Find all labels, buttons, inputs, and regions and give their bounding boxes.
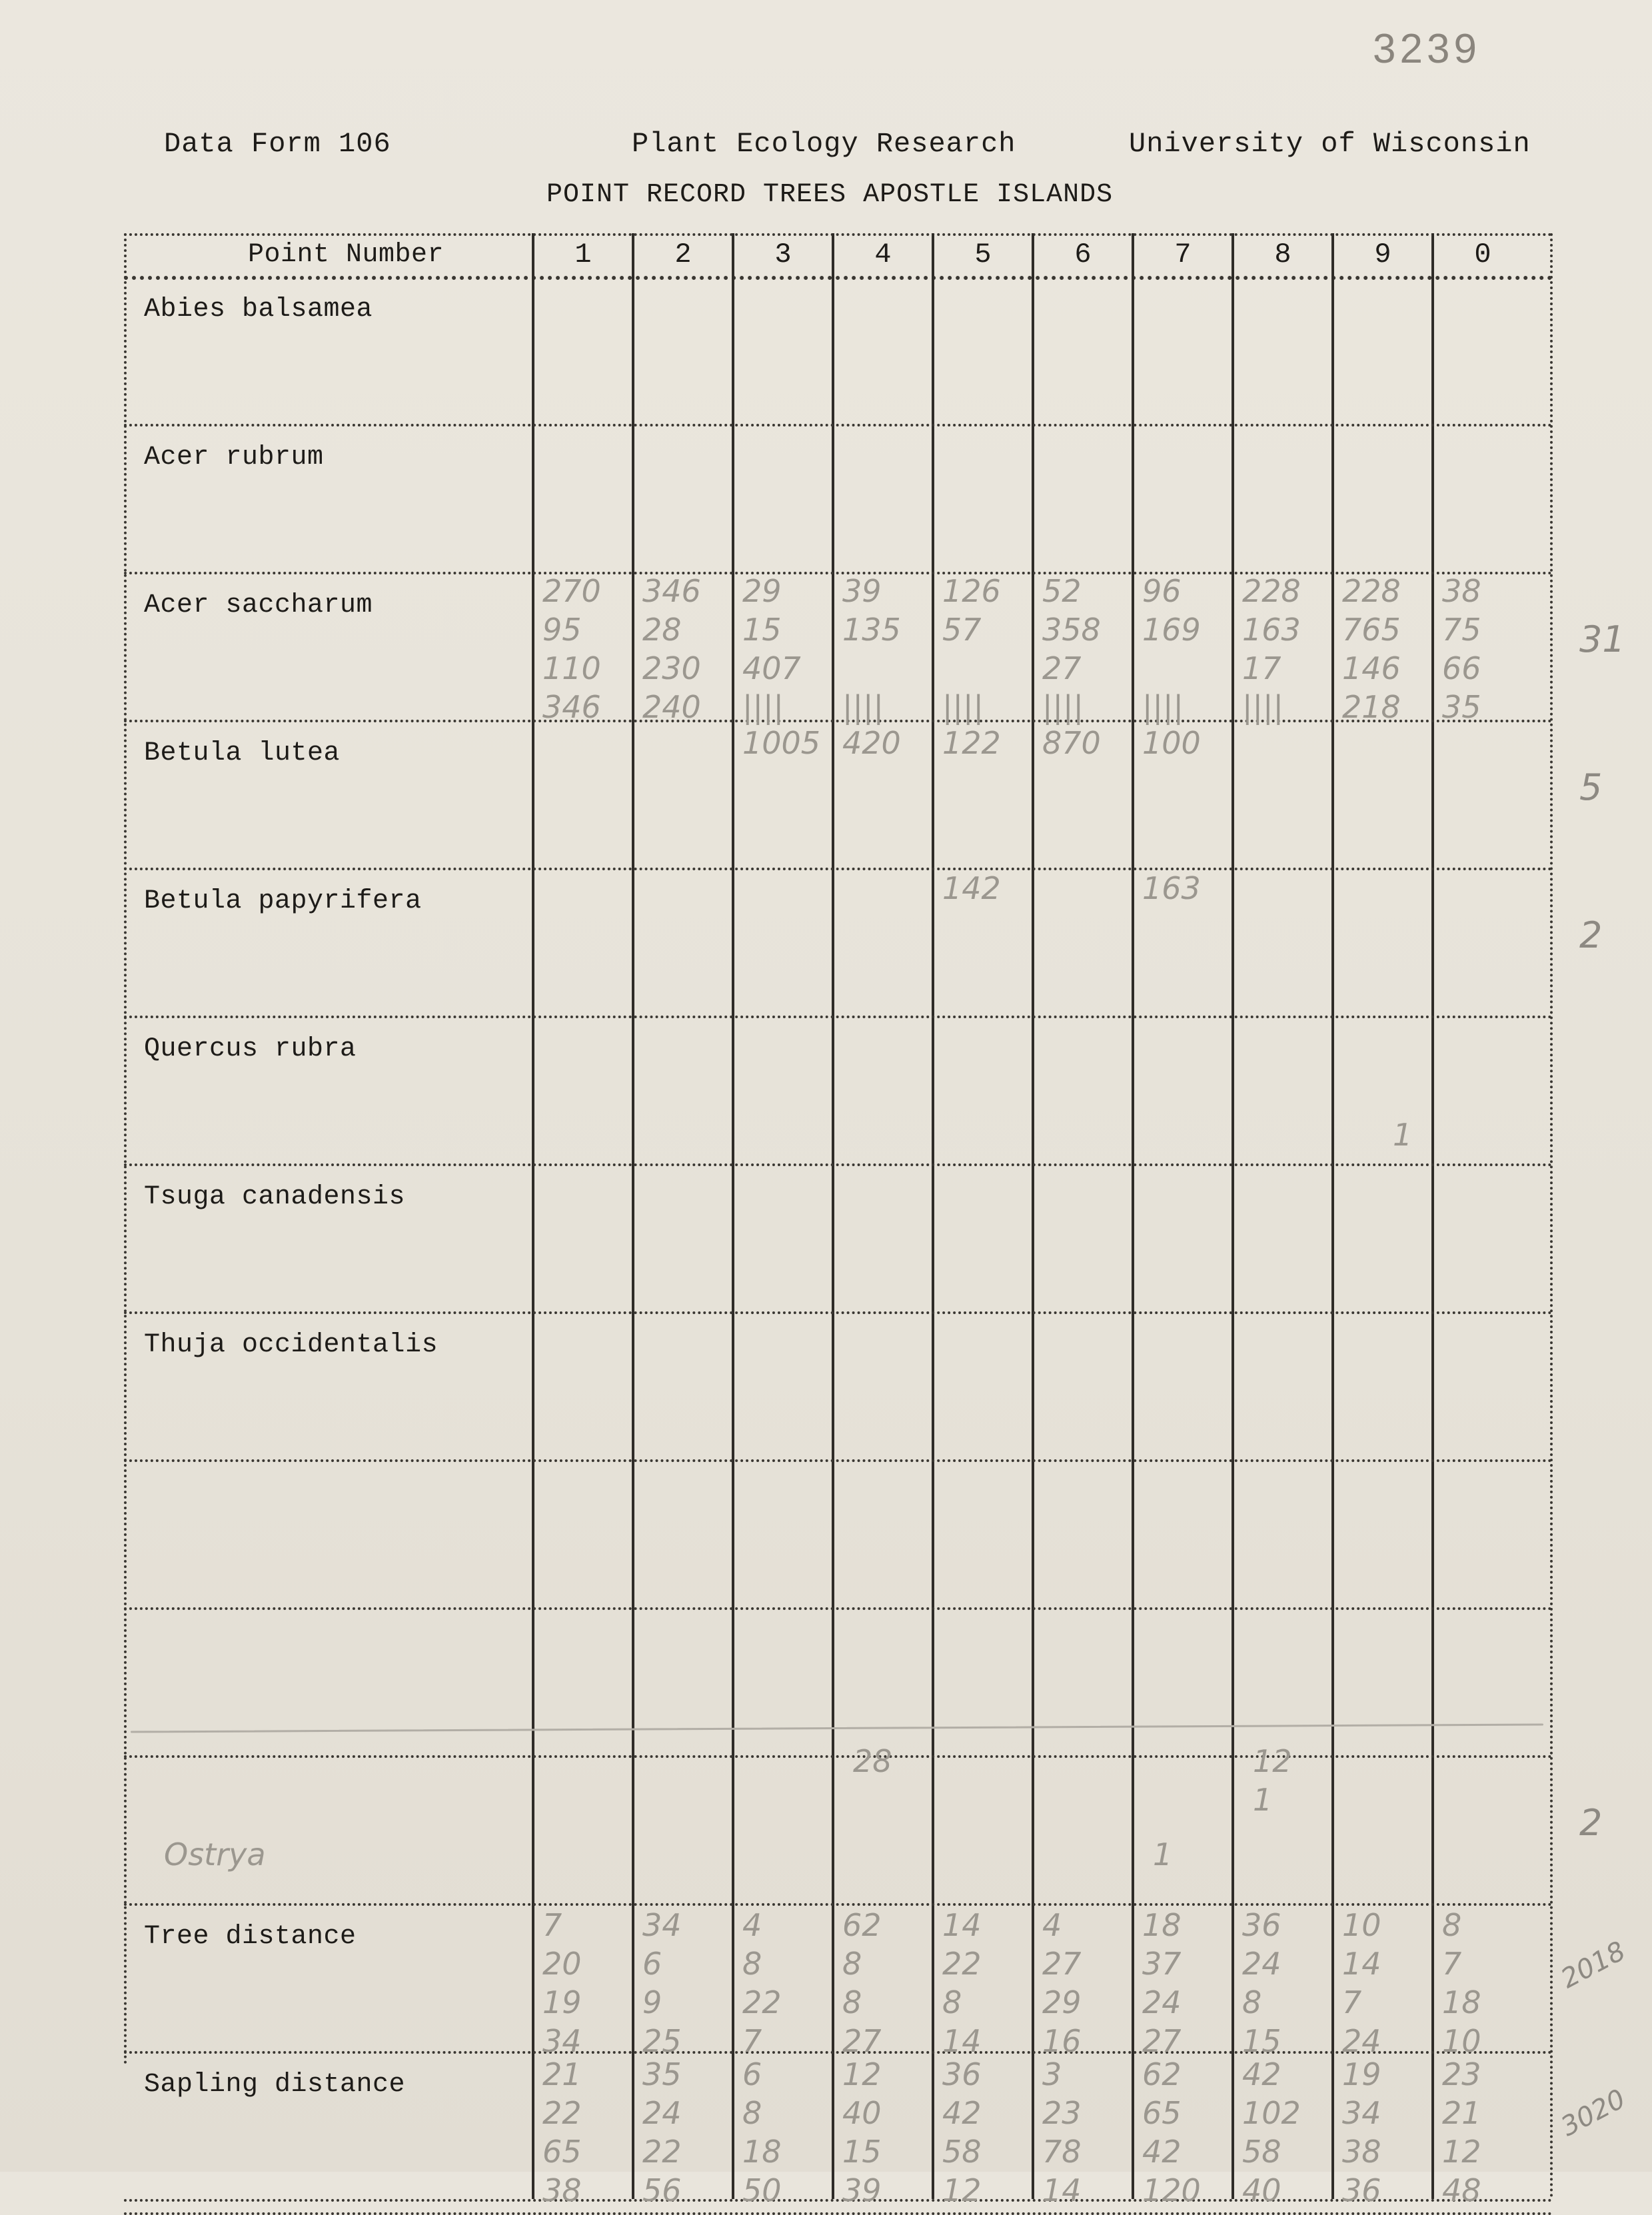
margin-total: 5 <box>1579 766 1603 808</box>
betula-lutea-entry: 420 <box>842 725 901 761</box>
tree-distance-entry: 10 14 7 24 <box>1342 1907 1381 2059</box>
column-header: 8 <box>1274 239 1291 271</box>
tree-distance-entry: 36 24 8 15 <box>1242 1907 1281 2059</box>
acer-saccharum-entry: 96 169 |||| <box>1142 573 1201 725</box>
table-top-border <box>124 233 1553 236</box>
tree-distance-entry: 4 8 22 7 <box>742 1907 782 2059</box>
point-number-header: Point Number <box>248 240 444 270</box>
form-number: Data Form 106 <box>164 128 391 160</box>
species-label: Acer saccharum <box>144 590 373 620</box>
ostrya-entry: 12 1 <box>1253 1743 1292 1818</box>
table-left-border <box>124 233 127 2066</box>
ostrya-entry: 1 <box>1153 1837 1173 1872</box>
column-header: 1 <box>574 239 592 271</box>
row-divider <box>124 1459 1553 1462</box>
sapling-distance-entry: 36 42 58 12 <box>942 2056 982 2208</box>
row-divider <box>124 1311 1553 1314</box>
record-table <box>124 233 1553 2208</box>
ostrya-label: Ostrya <box>164 1837 266 1872</box>
acer-saccharum-entry: 228 163 17 |||| <box>1242 573 1301 725</box>
species-label: Tree distance <box>144 1922 357 1952</box>
sapling-distance-entry: 6 8 18 50 <box>742 2056 782 2208</box>
column-header: 0 <box>1474 239 1491 271</box>
organization: Plant Ecology Research <box>632 128 1016 160</box>
tree-distance-entry: 18 37 24 27 <box>1142 1907 1182 2059</box>
acer-saccharum-entry: 39 135 |||| <box>842 573 901 725</box>
acer-saccharum-entry: 228 765 146 218 <box>1342 573 1401 725</box>
quercus-rubra-entry: 1 <box>1393 1117 1413 1153</box>
row-divider <box>124 1755 1553 1758</box>
row-divider <box>124 868 1553 870</box>
betula-papyrifera-entry: 142 <box>942 870 1001 906</box>
sapling-distance-entry: 21 22 65 38 <box>542 2056 582 2208</box>
tree-distance-entry: 7 20 19 34 <box>542 1907 582 2059</box>
column-header: 2 <box>674 239 692 271</box>
betula-lutea-entry: 100 <box>1142 725 1201 761</box>
column-header: 6 <box>1074 239 1092 271</box>
column-header: 3 <box>774 239 792 271</box>
species-label: Sapling distance <box>144 2070 406 2100</box>
row-divider <box>124 720 1553 722</box>
species-label: Betula lutea <box>144 738 341 768</box>
sapling-distance-entry: 42 102 58 40 <box>1242 2056 1301 2208</box>
row-divider <box>124 2051 1553 2054</box>
tree-distance-entry: 14 22 8 14 <box>942 1907 982 2059</box>
betula-lutea-entry: 870 <box>1042 725 1101 761</box>
row-divider <box>124 1163 1553 1166</box>
ostrya-entry: 28 <box>853 1743 892 1779</box>
sapling-distance-entry: 62 65 42 120 <box>1142 2056 1201 2208</box>
row-divider <box>124 1607 1553 1610</box>
tree-distance-entry: 34 6 9 25 <box>642 1907 682 2059</box>
betula-lutea-entry: 122 <box>942 725 1001 761</box>
tree-distance-entry: 8 7 18 10 <box>1442 1907 1481 2059</box>
species-label: Tsuga canadensis <box>144 1182 406 1212</box>
acer-saccharum-entry: 346 28 230 240 <box>642 573 701 725</box>
species-label: Betula papyrifera <box>144 886 422 916</box>
column-header: 7 <box>1174 239 1192 271</box>
university: University of Wisconsin <box>1129 128 1531 160</box>
margin-total: 2 <box>1579 914 1603 956</box>
margin-total: 31 <box>1579 618 1625 660</box>
tree-distance-entry: 62 8 8 27 <box>842 1907 882 2059</box>
sapling-distance-entry: 12 40 15 39 <box>842 2056 882 2208</box>
column-header: 5 <box>974 239 992 271</box>
betula-papyrifera-entry: 163 <box>1142 870 1201 906</box>
catalog-number: 3239 <box>1373 26 1481 72</box>
species-label: Quercus rubra <box>144 1034 357 1064</box>
species-label: Abies balsamea <box>144 295 373 325</box>
acer-saccharum-entry: 270 95 110 346 <box>542 573 601 725</box>
row-divider <box>124 424 1553 426</box>
sapling-distance-entry: 3 23 78 14 <box>1042 2056 1082 2208</box>
acer-saccharum-entry: 38 75 66 35 <box>1442 573 1481 725</box>
sapling-distance-entry: 19 34 38 36 <box>1342 2056 1381 2208</box>
margin-total: 3020 <box>1556 2083 1631 2143</box>
species-label: Thuja occidentalis <box>144 1330 438 1360</box>
sapling-distance-entry: 23 21 12 48 <box>1442 2056 1481 2208</box>
acer-saccharum-entry: 52 358 27 |||| <box>1042 573 1101 725</box>
sapling-distance-entry: 35 24 22 56 <box>642 2056 682 2208</box>
row-divider <box>124 1903 1553 1906</box>
row-divider <box>124 2199 1553 2202</box>
margin-total: 2018 <box>1556 1935 1631 1995</box>
margin-total: 2 <box>1579 1802 1603 1844</box>
column-header: 4 <box>874 239 892 271</box>
acer-saccharum-entry: 126 57 |||| <box>942 573 1001 725</box>
species-label: Acer rubrum <box>144 442 324 472</box>
form-bottom-line <box>124 2212 1553 2215</box>
betula-lutea-entry: 1005 <box>742 725 821 761</box>
form-title: POINT RECORD TREES APOSTLE ISLANDS <box>546 180 1114 210</box>
acer-saccharum-entry: 29 15 407 |||| <box>742 573 801 725</box>
column-header: 9 <box>1374 239 1391 271</box>
tree-distance-entry: 4 27 29 16 <box>1042 1907 1082 2059</box>
row-divider <box>124 1016 1553 1018</box>
row-divider <box>124 572 1553 574</box>
header-underline <box>124 276 1553 280</box>
